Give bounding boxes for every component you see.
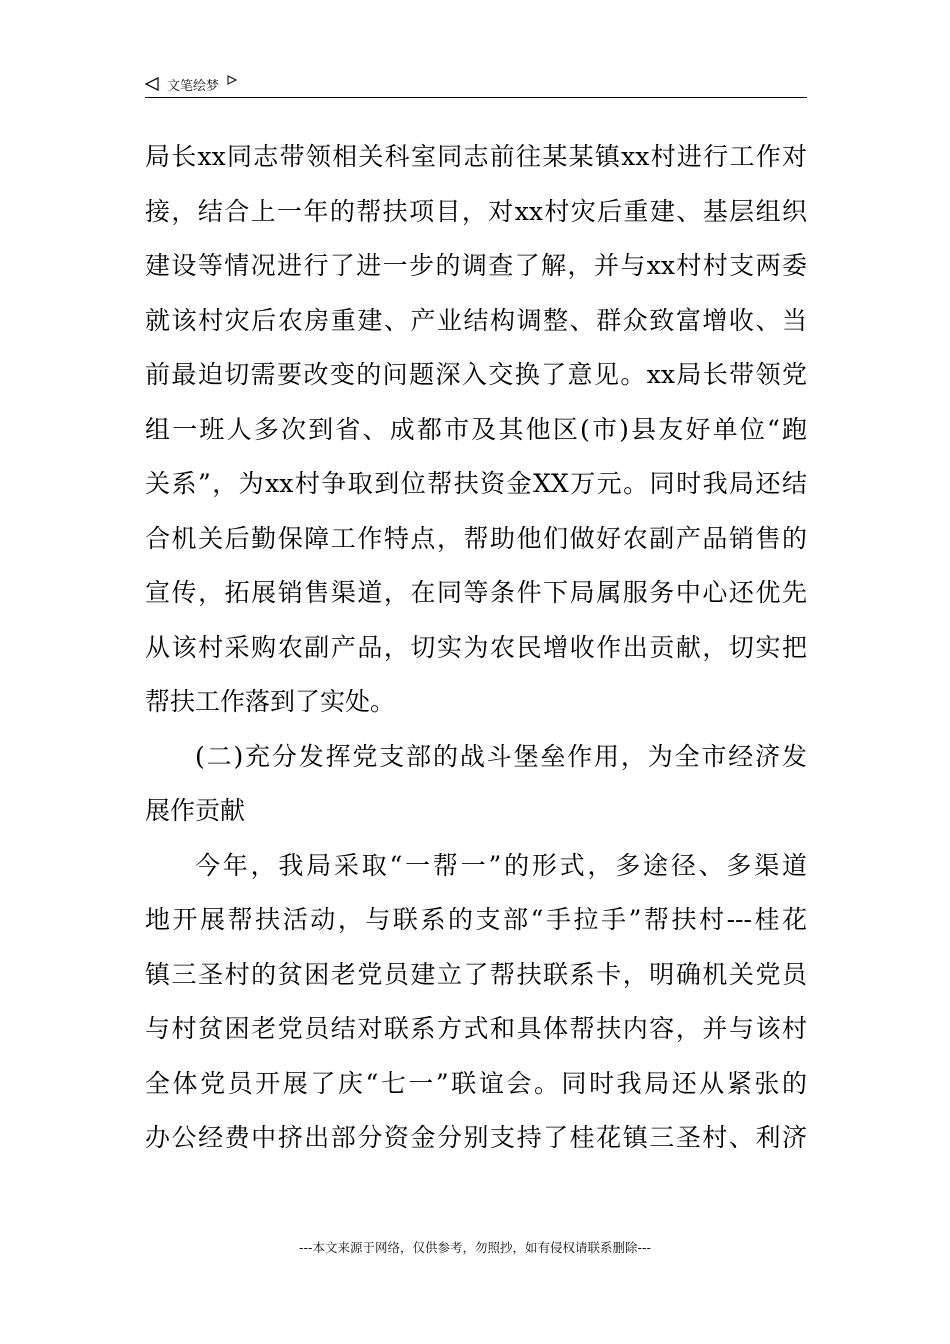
triangle-right-outline-icon	[227, 75, 237, 85]
triangle-left-outline-icon	[145, 77, 159, 91]
page-footer-disclaimer: ---本文来源于网络，仅供参考，勿照抄，如有侵权请联系删除---	[298, 1240, 652, 1255]
header-brand: 文笔绘梦	[167, 78, 220, 94]
text-line: 帮扶工作落到了实处。	[145, 687, 396, 716]
text-line: 全体党员开展了庆“七一”联谊会。同时我局还从紧张的	[145, 1068, 807, 1098]
text-line: 就该村灾后农房重建、产业结构调整、群众致富增收、当	[145, 305, 807, 335]
section-heading-continued: 展作贡献	[145, 796, 246, 825]
text-line: 合机关后勤保障工作特点，帮助他们做好农副产品销售的	[145, 523, 807, 553]
text-line: 前最迫切需要改变的问题深入交换了意见。xx局长带领党	[145, 360, 807, 389]
text-line: 局长xx同志带领相关科室同志前往某某镇xx村进行工作对	[145, 142, 807, 171]
text-line: 办公经费中挤出部分资金分别支持了桂花镇三圣村、利济	[145, 1123, 807, 1152]
page-header	[145, 72, 807, 98]
text-line: 组一班人多次到省、成都市及其他区(市)县友好单位“跑	[145, 414, 807, 444]
text-line: 建设等情况进行了进一步的调查了解，并与xx村村支两委	[145, 251, 807, 280]
header-divider	[145, 97, 807, 98]
text-line: 镇三圣村的贫困老党员建立了帮扶联系卡，明确机关党员	[145, 959, 807, 989]
document-body	[145, 130, 807, 1166]
text-line: 地开展帮扶活动，与联系的支部“手拉手”帮扶村---桂花	[145, 905, 807, 934]
text-line: 关系”，为xx村争取到位帮扶资金XX万元。同时我局还结	[145, 469, 807, 498]
text-line: 今年，我局采取“一帮一”的形式，多途径、多渠道	[195, 850, 807, 880]
text-line: 宣传，拓展销售渠道，在同等条件下局属服务中心还优先	[145, 578, 807, 607]
text-line: 与村贫困老党员结对联系方式和具体帮扶内容，并与该村	[145, 1014, 807, 1043]
text-line: 接，结合上一年的帮扶项目，对xx村灾后重建、基层组织	[145, 196, 807, 226]
text-line: 从该村采购农副产品，切实为农民增收作出贡献，切实把	[145, 632, 807, 662]
section-heading: (二)充分发挥党支部的战斗堡垒作用，为全市经济发	[195, 741, 807, 771]
